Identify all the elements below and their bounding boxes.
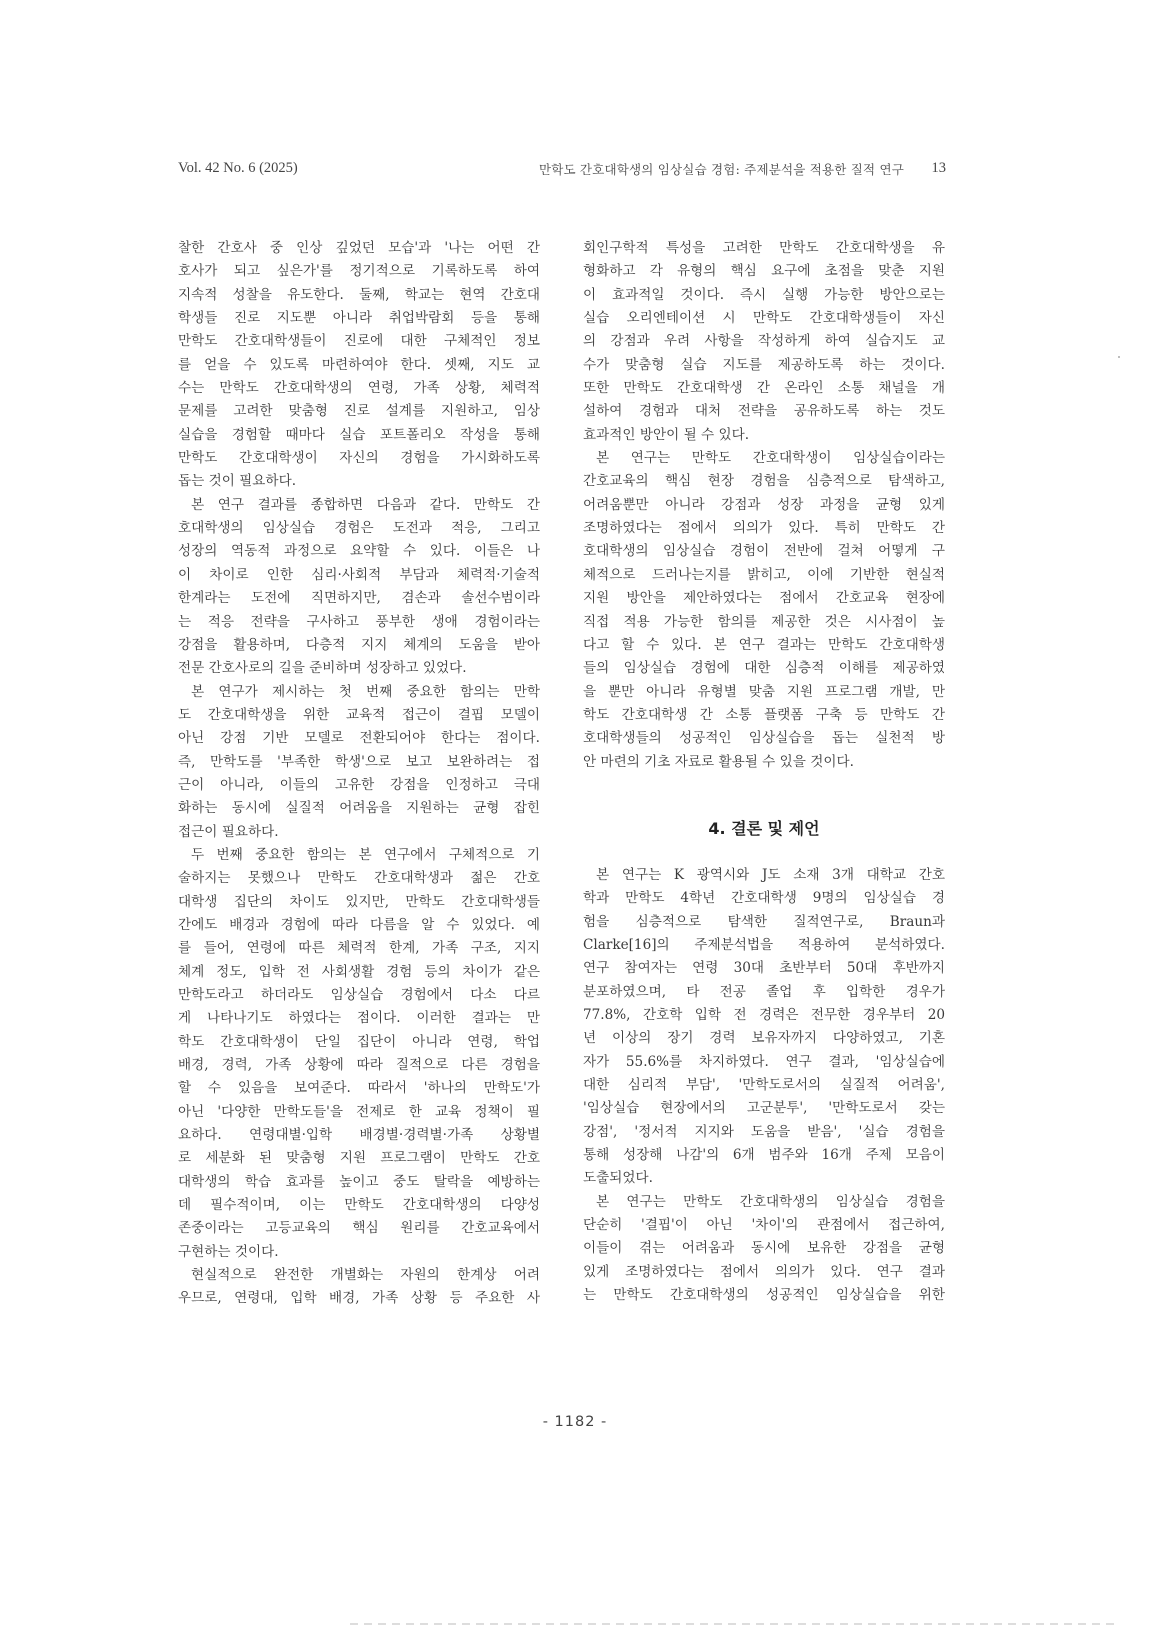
text-line: 대학생의 학습 효과를 높이고 중도 탈락을 예방하는	[178, 1173, 540, 1190]
text-line: 직접 적용 가능한 함의를 제공한 것은 시사점이 높	[583, 613, 945, 630]
text-line: 돕는 것이 필요하다.	[178, 473, 297, 490]
text-line: 통해 성장해 나감'의 6개 범주와 16개 주제 모음이	[583, 1147, 945, 1164]
text-line: 할 수 있음을 보여준다. 따라서 '하나의 만학도'가	[178, 1080, 540, 1097]
text-line: 본 연구는 만학도 간호대학생이 임상실습이라는	[596, 450, 945, 467]
text-line: 화하는 동시에 실질적 어려움을 지원하는 균형 잡힌	[178, 800, 540, 817]
text-line: 형화하고 각 유형의 핵심 요구에 초점을 맞춘 지원	[583, 263, 945, 280]
right-column-body-top	[583, 237, 945, 774]
journal-volume: Vol. 42 No. 6 (2025)	[178, 160, 298, 176]
text-line: 실습 오리엔테이션 시 만학도 간호대학생들이 자신	[583, 310, 945, 327]
left-column	[178, 237, 540, 1311]
text-line: 학도 간호대학생 간 소통 플랫폼 구축 등 만학도 간	[583, 706, 945, 723]
text-line: 의 강점과 우려 사항을 작성하게 하여 실습지도 교	[583, 333, 945, 350]
text-line: 체계 정도, 입학 전 사회생활 경험 등의 차이가 같은	[178, 963, 540, 980]
text-line: 현실적으로 완전한 개별화는 자원의 한계상 어려	[191, 1267, 540, 1284]
text-line: 도 간호대학생을 위한 교육적 접근이 결핍 모델이	[178, 706, 540, 723]
text-line: 을 뿐만 아니라 유형별 맞춤 지원 프로그램 개발, 만	[583, 683, 945, 700]
running-header	[178, 160, 946, 180]
text-line: 지원 방안을 제안하였다는 점에서 간호교육 현장에	[583, 590, 945, 607]
text-line: 만학도 간호대학생이 자신의 경험을 가시화하도록	[178, 450, 540, 467]
section-heading-conclusion: 4. 결론 및 제언	[708, 818, 820, 838]
text-line: 강점', '정서적 지지와 도움을 받음', '실습 경험을	[583, 1123, 945, 1140]
text-line: 호대학생들의 성공적인 임상실습을 돕는 실천적 방	[583, 730, 945, 747]
text-line: 회인구학적 특성을 고려한 만학도 간호대학생을 유	[583, 240, 945, 256]
text-line: 만학도 간호대학생들이 진로에 대한 구체적인 정보	[178, 333, 540, 350]
text-line: 험을 심층적으로 탐색한 질적연구로, Braun과	[583, 913, 945, 930]
header-page-number: 13	[931, 160, 946, 176]
text-line: 이 효과적일 것이다. 즉시 실행 가능한 방안으로는	[583, 286, 945, 303]
text-line: 아닌 '다양한 만학도들'을 전제로 한 교육 정책이 필	[178, 1103, 540, 1120]
text-line: 는 만학도 간호대학생의 성공적인 임상실습을 위한	[583, 1287, 945, 1304]
text-line: 연구 참여자는 연령 30대 초반부터 50대 후반까지	[583, 960, 945, 977]
text-line: 자가 55.6%를 차지하였다. 연구 결과, '임상실습에	[583, 1053, 945, 1070]
text-line: 아닌 강점 기반 모델로 전환되어야 한다는 점이다.	[178, 730, 540, 747]
text-line: 게 나타나기도 하였다는 점이다. 이러한 결과는 만	[178, 1010, 540, 1027]
text-line: 본 연구 결과를 종합하면 다음과 같다. 만학도 간	[191, 496, 540, 513]
text-line: 배경, 경력, 가족 상황에 따라 질적으로 다른 경험을	[178, 1057, 540, 1074]
text-line: 지속적 성찰을 유도한다. 둘째, 학교는 현역 간호대	[178, 286, 540, 303]
text-line: 전문 간호사로의 길을 준비하며 성장하고 있었다.	[178, 660, 467, 677]
text-line: 찰한 간호사 중 인상 깊었던 모습'과 '나는 어떤 간	[178, 240, 540, 256]
text-line: '임상실습 현장에서의 고군분투', '만학도로서 갖는	[583, 1100, 945, 1117]
text-line: 대한 심리적 부담', '만학도로서의 실질적 어려움',	[583, 1077, 945, 1093]
text-line: 학도 간호대학생이 단일 집단이 아니라 연령, 학업	[178, 1033, 540, 1050]
text-line: 분포하였으며, 타 전공 졸업 후 입학한 경우가	[583, 983, 945, 1000]
text-line: 만학도라고 하더라도 임상실습 경험에서 다소 다르	[178, 987, 540, 1003]
text-line: 호대학생의 임상실습 경험은 도전과 적응, 그리고	[178, 520, 540, 537]
text-line: 요하다. 연령대별·입학 배경별·경력별·가족 상황별	[178, 1127, 540, 1144]
text-line: 학과 만학도 4학년 간호대학생 9명의 임상실습 경	[583, 890, 945, 907]
text-line: 로 세분화 된 맞춤형 지원 프로그램이 만학도 간호	[178, 1150, 540, 1167]
text-line: 본 연구는 만학도 간호대학생의 임상실습 경험을	[596, 1193, 945, 1210]
text-line: 체적으로 드러나는지를 밝히고, 이에 기반한 현실적	[583, 566, 945, 583]
text-line: 는 적응 전략을 구사하고 풍부한 생애 경험이라는	[178, 613, 540, 630]
text-line: 본 연구는 K 광역시와 J도 소재 3개 대학교 간호	[596, 866, 945, 883]
text-line: 어려움뿐만 아니라 강점과 성장 과정을 균형 있게	[583, 496, 945, 513]
text-line: 데 필수적이며, 이는 만학도 간호대학생의 다양성	[178, 1197, 540, 1214]
text-line: 접근이 필요하다.	[178, 823, 279, 840]
text-line: 술하지는 못했으나 만학도 간호대학생과 젊은 간호	[178, 870, 540, 887]
text-line: 호사가 되고 싶은가'를 정기적으로 기록하도록 하여	[178, 263, 540, 280]
text-line: 실습을 경험할 때마다 실습 포트폴리오 작성을 통해	[178, 426, 540, 443]
text-line: 안 마련의 기초 자료로 활용될 수 있을 것이다.	[583, 753, 854, 770]
text-line: 수가 맞춤형 실습 지도를 제공하도록 하는 것이다.	[583, 356, 945, 373]
text-line: 들의 임상실습 경험에 대한 심층적 이해를 제공하였	[583, 660, 945, 677]
text-line: Clarke[16]의 주제분석법을 적용하여 분석하였다.	[583, 936, 945, 953]
text-line: 두 번째 중요한 함의는 본 연구에서 구체적으로 기	[191, 846, 540, 863]
text-line: 이 차이로 인한 심리·사회적 부담과 체력적·기술적	[178, 566, 540, 583]
text-line: 효과적인 방안이 될 수 있다.	[583, 426, 750, 443]
scan-edge-mark	[1118, 356, 1120, 358]
text-line: 있게 조명하였다는 점에서 의의가 있다. 연구 결과	[583, 1263, 945, 1280]
text-line: 77.8%, 간호학 입학 전 경력은 전무한 경우부터 20	[583, 1006, 945, 1023]
text-line: 학생들 진로 지도뿐 아니라 취업박람회 등을 통해	[178, 310, 540, 327]
text-line: 문제를 고려한 맞춤형 진로 설계를 지원하고, 임상	[178, 403, 540, 420]
text-line: 조명하였다는 점에서 의의가 있다. 특히 만학도 간	[583, 520, 945, 537]
right-column-body-bottom	[583, 864, 945, 1308]
text-line: 다고 할 수 있다. 본 연구 결과는 만학도 간호대학생	[583, 636, 945, 653]
text-line: 를 들어, 연령에 따른 체력적 한계, 가족 구조, 지지	[178, 940, 540, 957]
right-column	[583, 237, 945, 1307]
text-line: 호대학생의 임상실습 경험이 전반에 걸쳐 어떻게 구	[583, 543, 945, 560]
text-line: 도출되었다.	[583, 1170, 653, 1187]
text-line: 우므로, 연령대, 입학 배경, 가족 상황 등 주요한 사	[178, 1290, 540, 1307]
text-line: 단순히 '결핍'이 아닌 '차이'의 관점에서 접근하여,	[583, 1217, 945, 1234]
text-line: 이들이 겪는 어려움과 동시에 보유한 강점을 균형	[583, 1240, 945, 1257]
text-line: 또한 만학도 간호대학생 간 온라인 소통 채널을 개	[583, 380, 945, 397]
text-line: 대학생 집단의 차이도 있지만, 만학도 간호대학생들	[178, 893, 540, 910]
page-folio: - 1182 -	[542, 1414, 608, 1430]
text-line: 를 얻을 수 있도록 마련하여야 한다. 셋째, 지도 교	[178, 356, 540, 373]
text-line: 성장의 역동적 과정으로 요약할 수 있다. 이들은 나	[178, 543, 540, 560]
running-title: 만학도 간호대학생의 임상실습 경험: 주제분석을 적용한 질적 연구	[538, 162, 904, 177]
text-line: 근이 아니라, 이들의 고유한 강점을 인정하고 극대	[178, 776, 540, 793]
next-page-bleed	[350, 1623, 1120, 1625]
text-line: 설하여 경험과 대처 전략을 공유하도록 하는 것도	[583, 403, 945, 420]
text-line: 존중이라는 고등교육의 핵심 원리를 간호교육에서	[178, 1220, 540, 1237]
text-line: 간에도 배경과 경험에 따라 다름을 알 수 있었다. 예	[178, 916, 540, 933]
text-line: 즉, 만학도를 '부족한 학생'으로 보고 보완하려는 접	[178, 753, 540, 770]
text-line: 간호교육의 핵심 현장 경험을 심층적으로 탐색하고,	[583, 473, 945, 490]
text-line: 강점을 활용하며, 다층적 지지 체계의 도움을 받아	[178, 636, 540, 653]
text-line: 구현하는 것이다.	[178, 1243, 279, 1260]
text-line: 수는 만학도 간호대학생의 연령, 가족 상황, 체력적	[178, 380, 540, 397]
text-line: 본 연구가 제시하는 첫 번째 중요한 함의는 만학	[191, 683, 540, 700]
text-line: 년 이상의 장기 경력 보유자까지 다양하였고, 기혼	[583, 1030, 945, 1047]
text-line: 한계라는 도전에 직면하지만, 겸손과 솔선수범이라	[178, 590, 540, 607]
